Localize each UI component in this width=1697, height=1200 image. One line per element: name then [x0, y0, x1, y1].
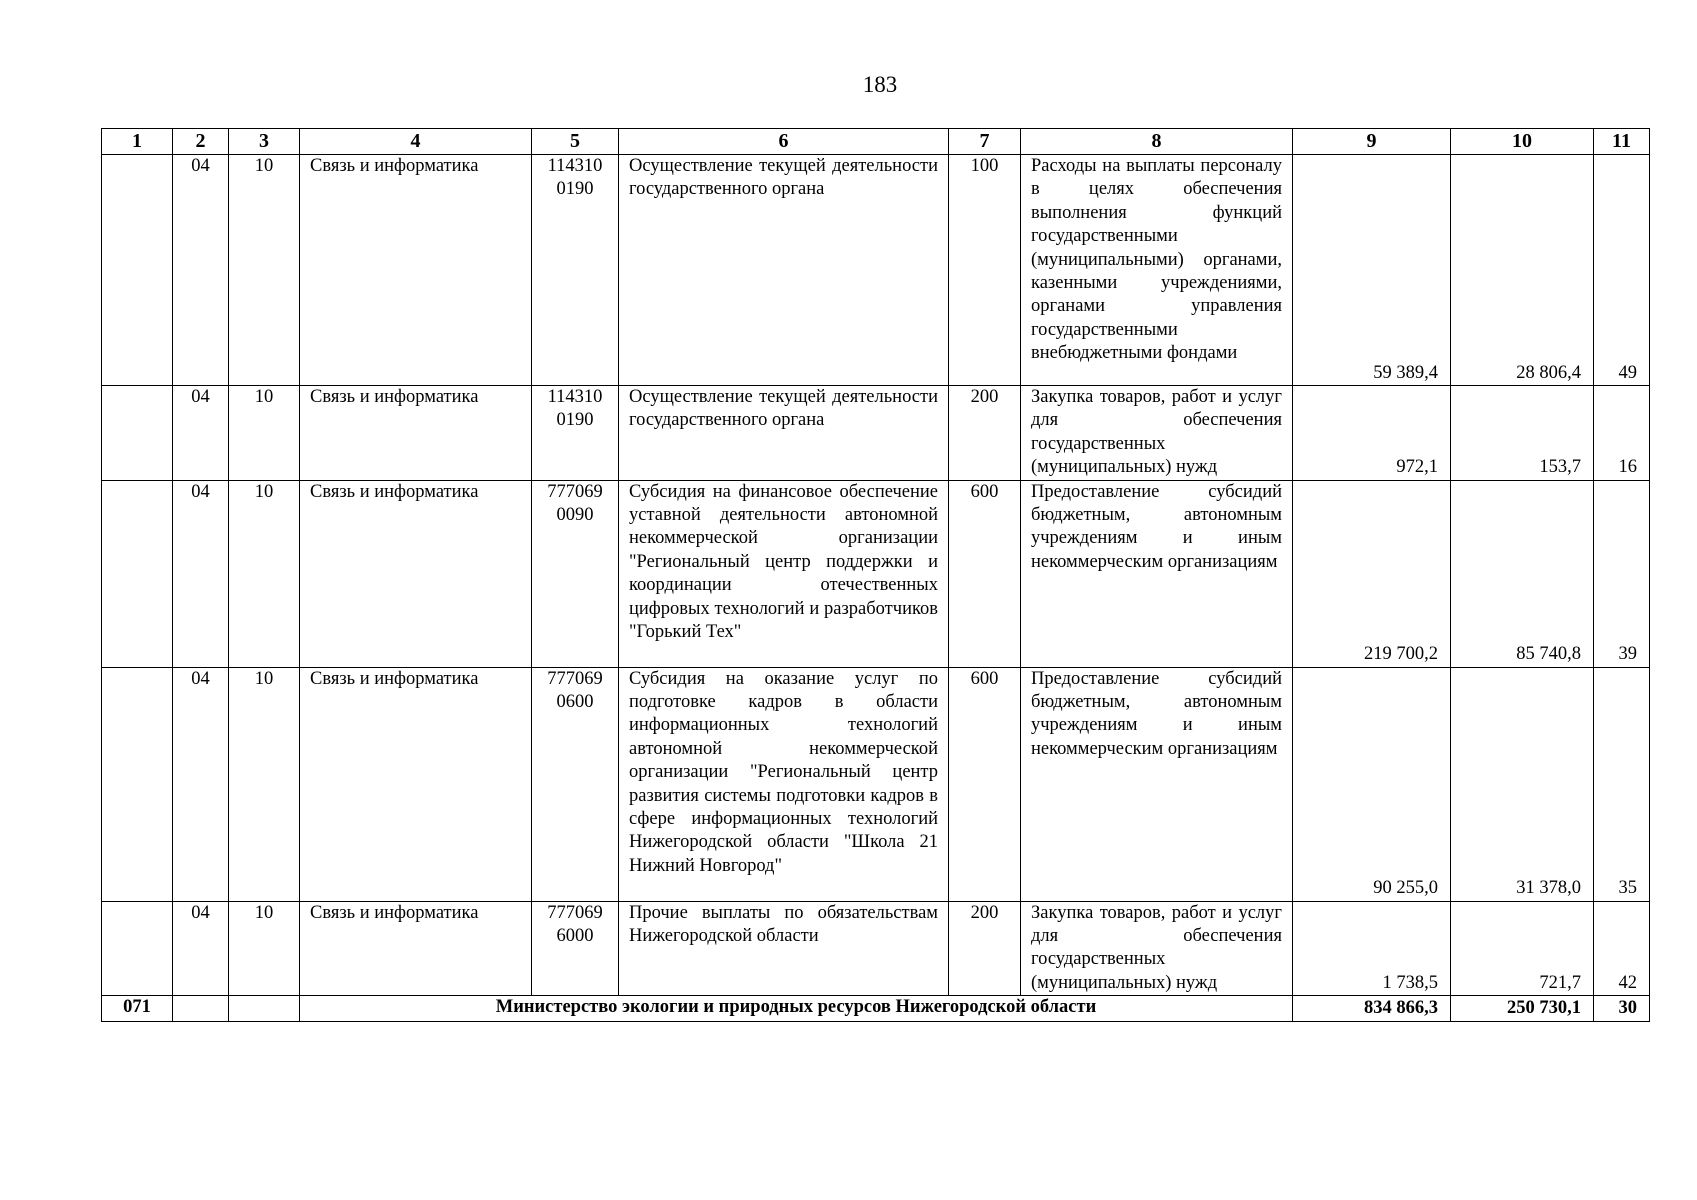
header-col-11: 11	[1594, 129, 1650, 155]
cell-col-1	[102, 386, 173, 481]
cell-expense-name: Расходы на выплаты персоналу в целях обеспечения выполнения функций государственными (муниципальными) органами, казенными учреждениями, органами управления государственными внебюджетными фондами	[1021, 155, 1293, 386]
header-col-10: 10	[1451, 129, 1594, 155]
table-row	[102, 480, 1650, 667]
cell-actual-amount: 153,7	[1451, 386, 1594, 481]
header-col-9: 9	[1293, 129, 1451, 155]
cell-expense-name: Закупка товаров, работ и услуг для обеспечения государственных (муниципальных) нужд	[1021, 386, 1293, 481]
cell-actual-amount: 31 378,0	[1451, 667, 1594, 901]
header-col-2: 2	[173, 129, 229, 155]
cell-expense-code: 600	[949, 667, 1021, 901]
cell-col-1	[102, 667, 173, 901]
cell-expense-name: Предоставление субсидий бюджетным, автономным учреждениям и иным некоммерческим организациям	[1021, 667, 1293, 901]
header-col-8: 8	[1021, 129, 1293, 155]
page-number: 183	[862, 72, 898, 97]
cell-target-name: Прочие выплаты по обязательствам Нижегородской области	[619, 901, 949, 996]
cell-expense-name: Закупка товаров, работ и услуг для обеспечения государственных (муниципальных) нужд	[1021, 901, 1293, 996]
cell-percent: 49	[1594, 155, 1650, 386]
cell-plan-amount: 90 255,0	[1293, 667, 1451, 901]
table-row	[102, 667, 1650, 901]
cell-target-code: 114310 0190	[532, 155, 619, 386]
total-ministry-code: 071	[102, 996, 173, 1022]
cell-section-name: Связь и информатика	[300, 155, 532, 386]
cell-expense-code: 200	[949, 386, 1021, 481]
cell-section-name: Связь и информатика	[300, 480, 532, 667]
total-actual-amount: 250 730,1	[1451, 996, 1594, 1022]
cell-percent: 16	[1594, 386, 1650, 481]
total-cell-empty	[173, 996, 229, 1022]
cell-subsection: 10	[229, 386, 300, 481]
cell-col-1	[102, 155, 173, 386]
cell-expense-code: 200	[949, 901, 1021, 996]
cell-section: 04	[173, 667, 229, 901]
cell-section: 04	[173, 480, 229, 667]
cell-subsection: 10	[229, 155, 300, 386]
cell-section: 04	[173, 901, 229, 996]
cell-target-code: 777069 0090	[532, 480, 619, 667]
total-ministry-name: Министерство экологии и природных ресурсов Нижегородской области	[300, 996, 1293, 1022]
table-row	[102, 901, 1650, 996]
cell-plan-amount: 972,1	[1293, 386, 1451, 481]
header-row	[102, 129, 1650, 155]
cell-section-name: Связь и информатика	[300, 386, 532, 481]
header-col-1: 1	[102, 129, 173, 155]
cell-section-name: Связь и информатика	[300, 901, 532, 996]
total-cell-empty	[229, 996, 300, 1022]
cell-plan-amount: 1 738,5	[1293, 901, 1451, 996]
header-col-5: 5	[532, 129, 619, 155]
cell-target-name: Субсидия на финансовое обеспечение уставной деятельности автономной некоммерческой организации "Региональный центр поддержки и координации отечественных цифровых технологий и разработчиков "Горький Тех"	[619, 480, 949, 667]
cell-percent: 35	[1594, 667, 1650, 901]
total-plan-amount: 834 866,3	[1293, 996, 1451, 1022]
cell-percent: 42	[1594, 901, 1650, 996]
cell-actual-amount: 85 740,8	[1451, 480, 1594, 667]
header-col-4: 4	[300, 129, 532, 155]
cell-expense-code: 600	[949, 480, 1021, 667]
cell-target-code: 777069 0600	[532, 667, 619, 901]
cell-section-name: Связь и информатика	[300, 667, 532, 901]
cell-target-name: Осуществление текущей деятельности государственного органа	[619, 155, 949, 386]
cell-target-code: 777069 6000	[532, 901, 619, 996]
cell-plan-amount: 59 389,4	[1293, 155, 1451, 386]
cell-section: 04	[173, 155, 229, 386]
cell-subsection: 10	[229, 901, 300, 996]
header-col-7: 7	[949, 129, 1021, 155]
cell-col-1	[102, 480, 173, 667]
table-row	[102, 386, 1650, 481]
total-row	[102, 996, 1650, 1022]
cell-section: 04	[173, 386, 229, 481]
cell-subsection: 10	[229, 667, 300, 901]
cell-subsection: 10	[229, 480, 300, 667]
header-col-3: 3	[229, 129, 300, 155]
budget-table	[101, 128, 1650, 1022]
cell-actual-amount: 721,7	[1451, 901, 1594, 996]
cell-col-1	[102, 901, 173, 996]
cell-target-name: Субсидия на оказание услуг по подготовке кадров в области информационных технологий автономной некоммерческой организации "Региональный центр развития системы подготовки кадров в сфере информационных технологий Нижегородской области "Школа 21 Нижний Новгород"	[619, 667, 949, 901]
cell-target-name: Осуществление текущей деятельности государственного органа	[619, 386, 949, 481]
header-col-6: 6	[619, 129, 949, 155]
cell-expense-name: Предоставление субсидий бюджетным, автономным учреждениям и иным некоммерческим организациям	[1021, 480, 1293, 667]
cell-expense-code: 100	[949, 155, 1021, 386]
cell-actual-amount: 28 806,4	[1451, 155, 1594, 386]
cell-percent: 39	[1594, 480, 1650, 667]
table-row	[102, 155, 1650, 386]
cell-plan-amount: 219 700,2	[1293, 480, 1451, 667]
total-percent: 30	[1594, 996, 1650, 1022]
cell-target-code: 114310 0190	[532, 386, 619, 481]
